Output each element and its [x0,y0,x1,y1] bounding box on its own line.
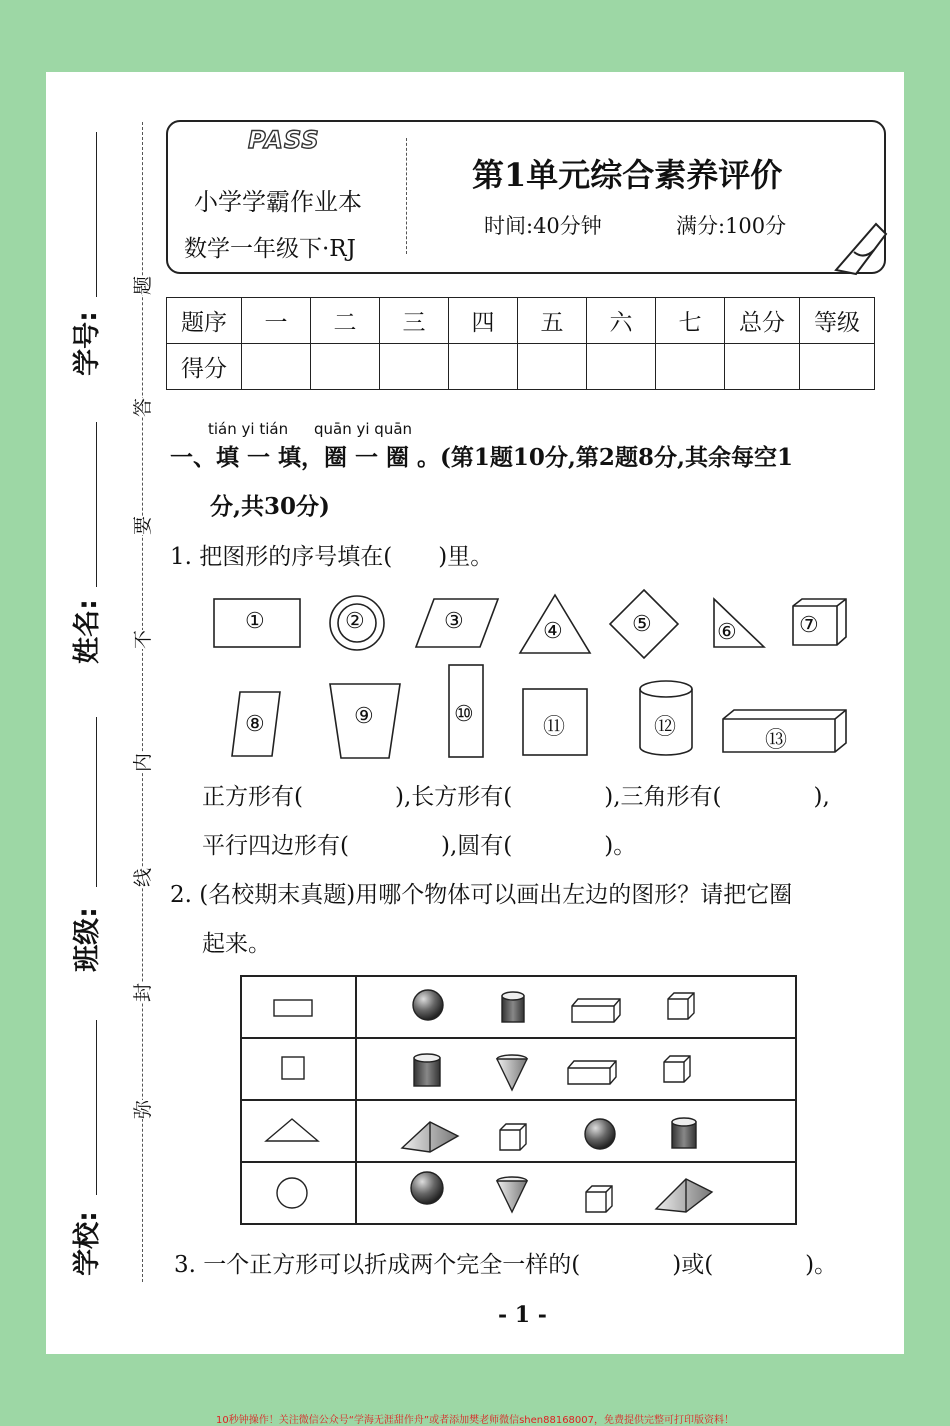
score-row-label: 得分 [167,344,242,390]
flat-rectangle-icon [274,1000,312,1016]
score-header-cell: 三 [380,298,449,344]
grade-label: 数学一年级下·RJ [184,236,356,262]
score-header-cell: 七 [656,298,725,344]
section1-heading-cont: 分,共30分) [210,493,330,520]
cone-icon [497,1177,527,1212]
q3-prompt: 3. 一个正方形可以折成两个完全一样的( )或( )。 [174,1252,838,1278]
shape-number: ⑫ [654,715,677,740]
q1-answer-line-1: 正方形有( ),长方形有( ),三角形有( ), [202,784,830,810]
triangular-prism-icon [402,1122,458,1152]
class-label: 班级: [71,907,103,972]
ball-icon [585,1119,615,1149]
shape-number: ② [345,609,365,634]
pinyin-quan: quān yi quān [314,420,413,438]
ball-icon [411,1172,443,1204]
cuboid-icon [572,999,620,1022]
school-label: 学校: [71,1211,103,1276]
triangle-icon [266,1119,318,1141]
q1-answer-line-2: 平行四边形有( ),圆有( )。 [202,833,637,859]
cuboid-icon [568,1061,616,1084]
shape-number: ⑪ [543,715,566,740]
section1-heading: 一、填 一 填，圈 一 圈 。(第1题10分,第2题8分,其余每空1 [170,444,793,471]
name-label: 姓名: [71,599,103,664]
q2-prompt: 2. (名校期末真题)用哪个物体可以画出左边的图形？请把它圈 [170,882,793,908]
full-score-label: 满分:100分 [676,214,787,238]
shape-number: ⑥ [717,620,737,645]
score-header-cell: 五 [518,298,587,344]
shape-number: ⑬ [765,728,788,753]
seal-char: 题 [126,276,157,295]
seal-char: 要 [126,516,157,535]
score-header-cell: 等级 [800,298,875,344]
seal-char: 不 [126,630,157,649]
q2-figures [46,72,904,1354]
pass-logo: PASS [248,126,320,154]
score-header-cell: 总分 [725,298,800,344]
small-square-icon [282,1057,304,1079]
page-title: 第1单元综合素养评价 [472,156,783,194]
shape-number: ③ [444,609,464,634]
q2-prompt-cont: 起来。 [202,931,271,957]
cube-icon [664,1056,690,1082]
shape-number: ① [245,609,265,634]
student-id-label: 学号: [71,311,103,376]
cone-icon [497,1055,527,1090]
shape-number: ④ [543,619,563,644]
triangular-prism-icon [656,1179,712,1212]
footer-promo: 10秒钟操作！关注微信公众号“学海无涯甜作舟”或者添加樊老师微信shen88168007，免费提供完整可打印版资料！ [215,1415,735,1426]
seal-char: 弥 [126,1100,157,1119]
time-label: 时间:40分钟 [484,214,602,238]
shape-number: ⑩ [454,702,474,727]
q1-prompt: 1. 把图形的序号填在( )里。 [170,544,494,570]
series-name: 小学学霸作业本 [194,188,362,216]
shape-number: ⑧ [245,712,265,737]
cube-icon [586,1186,612,1212]
score-header-cell: 二 [311,298,380,344]
score-header-cell: 题序 [167,298,242,344]
circle-outline-icon [277,1178,307,1208]
worksheet-page [46,72,904,1354]
pinyin-tian: tián yi tián [208,420,289,438]
shape-number: ⑨ [354,704,374,729]
seal-char: 线 [126,868,157,887]
cylinder-icon [672,1118,696,1148]
cylinder-icon [414,1054,440,1086]
cube-icon [668,993,694,1019]
score-header-cell: 六 [587,298,656,344]
cylinder-icon [502,992,524,1022]
seal-char: 内 [126,753,157,772]
ball-icon [413,990,443,1020]
seal-char: 答 [126,398,157,417]
seal-char: 封 [126,983,157,1002]
score-header-cell: 四 [449,298,518,344]
shape-number: ⑦ [799,613,819,638]
shape-number: ⑤ [632,612,652,637]
score-header-cell: 一 [242,298,311,344]
page-number: - 1 - [498,1302,547,1328]
cube-icon [500,1124,526,1150]
